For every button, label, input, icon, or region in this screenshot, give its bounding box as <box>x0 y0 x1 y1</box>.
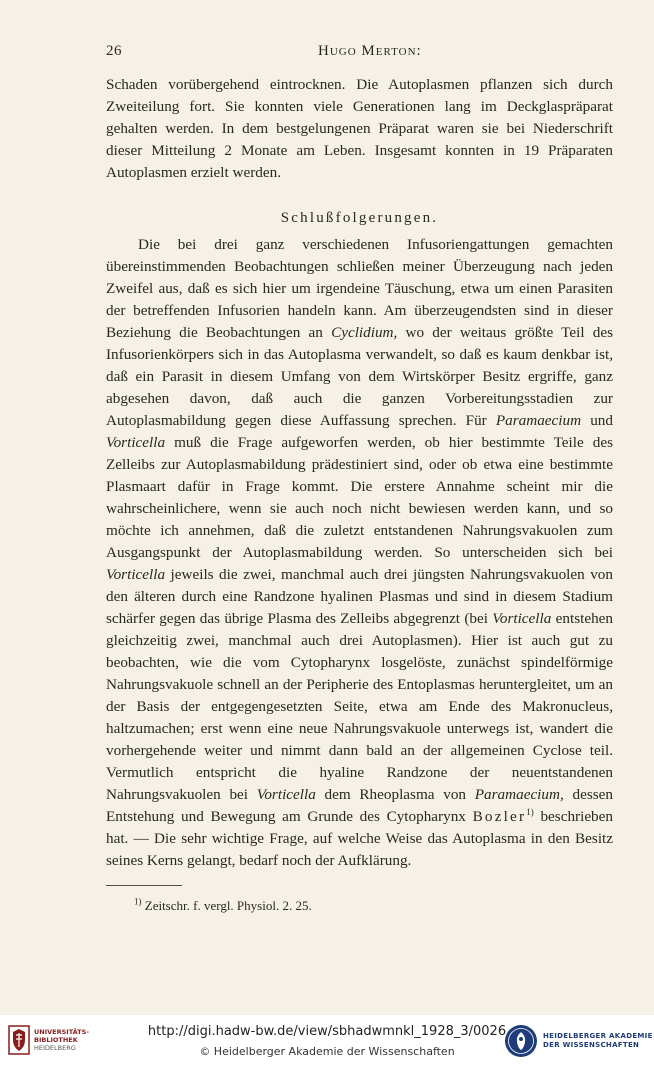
taxon-name: Vorticella <box>256 786 316 803</box>
footer-bar <box>0 1015 654 1067</box>
footnote-reference: 1) <box>526 806 534 817</box>
taxon-name: Vorticella <box>106 566 166 583</box>
academy-seal-icon[interactable] <box>504 1024 538 1058</box>
author-name: Bozler <box>472 808 527 825</box>
footnote-text: Zeitschr. f. vergl. Physiol. 2. 25. <box>141 898 312 913</box>
running-head <box>106 43 612 63</box>
taxon-name: Vorticella <box>106 434 166 451</box>
page-number: 26 <box>106 43 122 59</box>
taxon-name: Paramaecium <box>495 412 582 429</box>
footnote-marker: 1) <box>134 896 142 907</box>
university-library-name: UNIVERSITÄTS- BIBLIOTHEK HEIDELBERG <box>34 1028 89 1052</box>
paragraph-conclusions: Die bei drei ganz verschiedenen Infusoriengattungen gemachten übereinstimmenden Beobachtungen schließen meiner Überzeugung nach jeden Zweifel aus, daß es sich hier um irgendeine Täuschung, etwa um einen Parasiten der betreffenden Infusorien handeln kann. Am überzeugendsten sind in dieser Beziehung die Beobachtungen an Cyclidium, wo der weitaus größte Teil des Infusorienkörpers sich in das Autoplasma verwandelt, so daß es kaum denkbar ist, daß ein Parasit in diesem Umfang von dem Wirtskörper Besitz ergriffe, ganz abgesehen davon, daß auch die ganzen Vorbereitungsstadien zur Autoplasmabildung gegen diese Auffassung sprechen. Für Paramaecium und Vorticella muß die Frage aufgeworfen werden, ob hier bestimmte Teile des Zelleibs zur Autoplasmabildung prädestiniert sind, oder ob etwa eine bestimmte Plasmaart dafür in Frage kommt. Die erstere Annahme scheint mir die wahrscheinlichere, wenn sie auch noch nicht bewiesen werden kann, und so möchte ich annehmen, daß die zuletzt entstandenen Nahrungsvakuolen zum Ausgangspunkt der Autoplasmabildung werden. So unterscheiden sich bei Vorticella jeweils die zwei, manchmal auch drei jüngsten Nahrungsvakuolen von den älteren durch eine Randzone hyalinen Plasmas und sind in diesem Stadium schärfer gegen das übrige Plasma des Zelleibs abgegrenzt (bei Vorticella entstehen gleichzeitig zwei, manchmal auch drei Autoplasmen). Hier ist auch gut zu beobachten, wie die vom Cytopharynx losgelöste, zunächst spindelförmige Nahrungsvakuole schnell an der Peripherie des Entoplasmas heruntergleitet, um an der Basis der entgegengesetzten Seite, etwa am Ende des Makronucleus, haltzumachen; erst wenn eine neue Nahrungsvakuole unterwegs ist, wandert die vorhergehende weiter und nimmt dann bald an der allgemeinen Cyclose teil. Vermutlich entspricht die hyaline Randzone der neuentstandenen Nahrungsvakuolen bei Vorticella dem Rheoplasma von Paramaecium, dessen Entstehung und Bewegung am Grunde des Cytopharynx Bozler$^{1)}$ beschrieben hat. — Die sehr wichtige Frage, auf welche Weise das Autoplasma in den Besitz seines Kerns gelangt, bedarf noch der Aufklärung. <box>106 236 614 869</box>
body-text <box>106 74 613 872</box>
paragraph-continuation: Schaden vorübergehend eintrocknen. Die Autoplasmen pflanzen sich durch Zweiteilung fort. Sie konnten viele Generationen lang im Deckglaspräparat gehalten werden. In dem bestgelungenen Präparat waren sie bei Niederschrift dieser Mitteilung 2 Monate am Leben. Insgesamt konnten in 19 Präparaten Autoplasmen erzielt werden. <box>106 76 613 181</box>
running-title: Hugo Merton: <box>318 43 422 59</box>
academy-name: HEIDELBERGER AKADEMIE DER WISSENSCHAFTEN <box>543 1032 653 1049</box>
taxon-name: Vorticella <box>492 610 552 627</box>
taxon-name: Paramaecium, <box>474 786 564 803</box>
permalink-url[interactable]: http://digi.hadw-bw.de/view/sbhadwmnkl_1928_3/0026 <box>147 1024 507 1039</box>
footnote <box>134 898 312 914</box>
taxon-name: Cyclidium, <box>331 324 398 341</box>
footnote-rule <box>106 885 182 886</box>
copyright-notice: © Heidelberger Akademie der Wissenschaften <box>199 1045 455 1058</box>
section-heading: Schlußfolgerungen. <box>280 210 439 226</box>
